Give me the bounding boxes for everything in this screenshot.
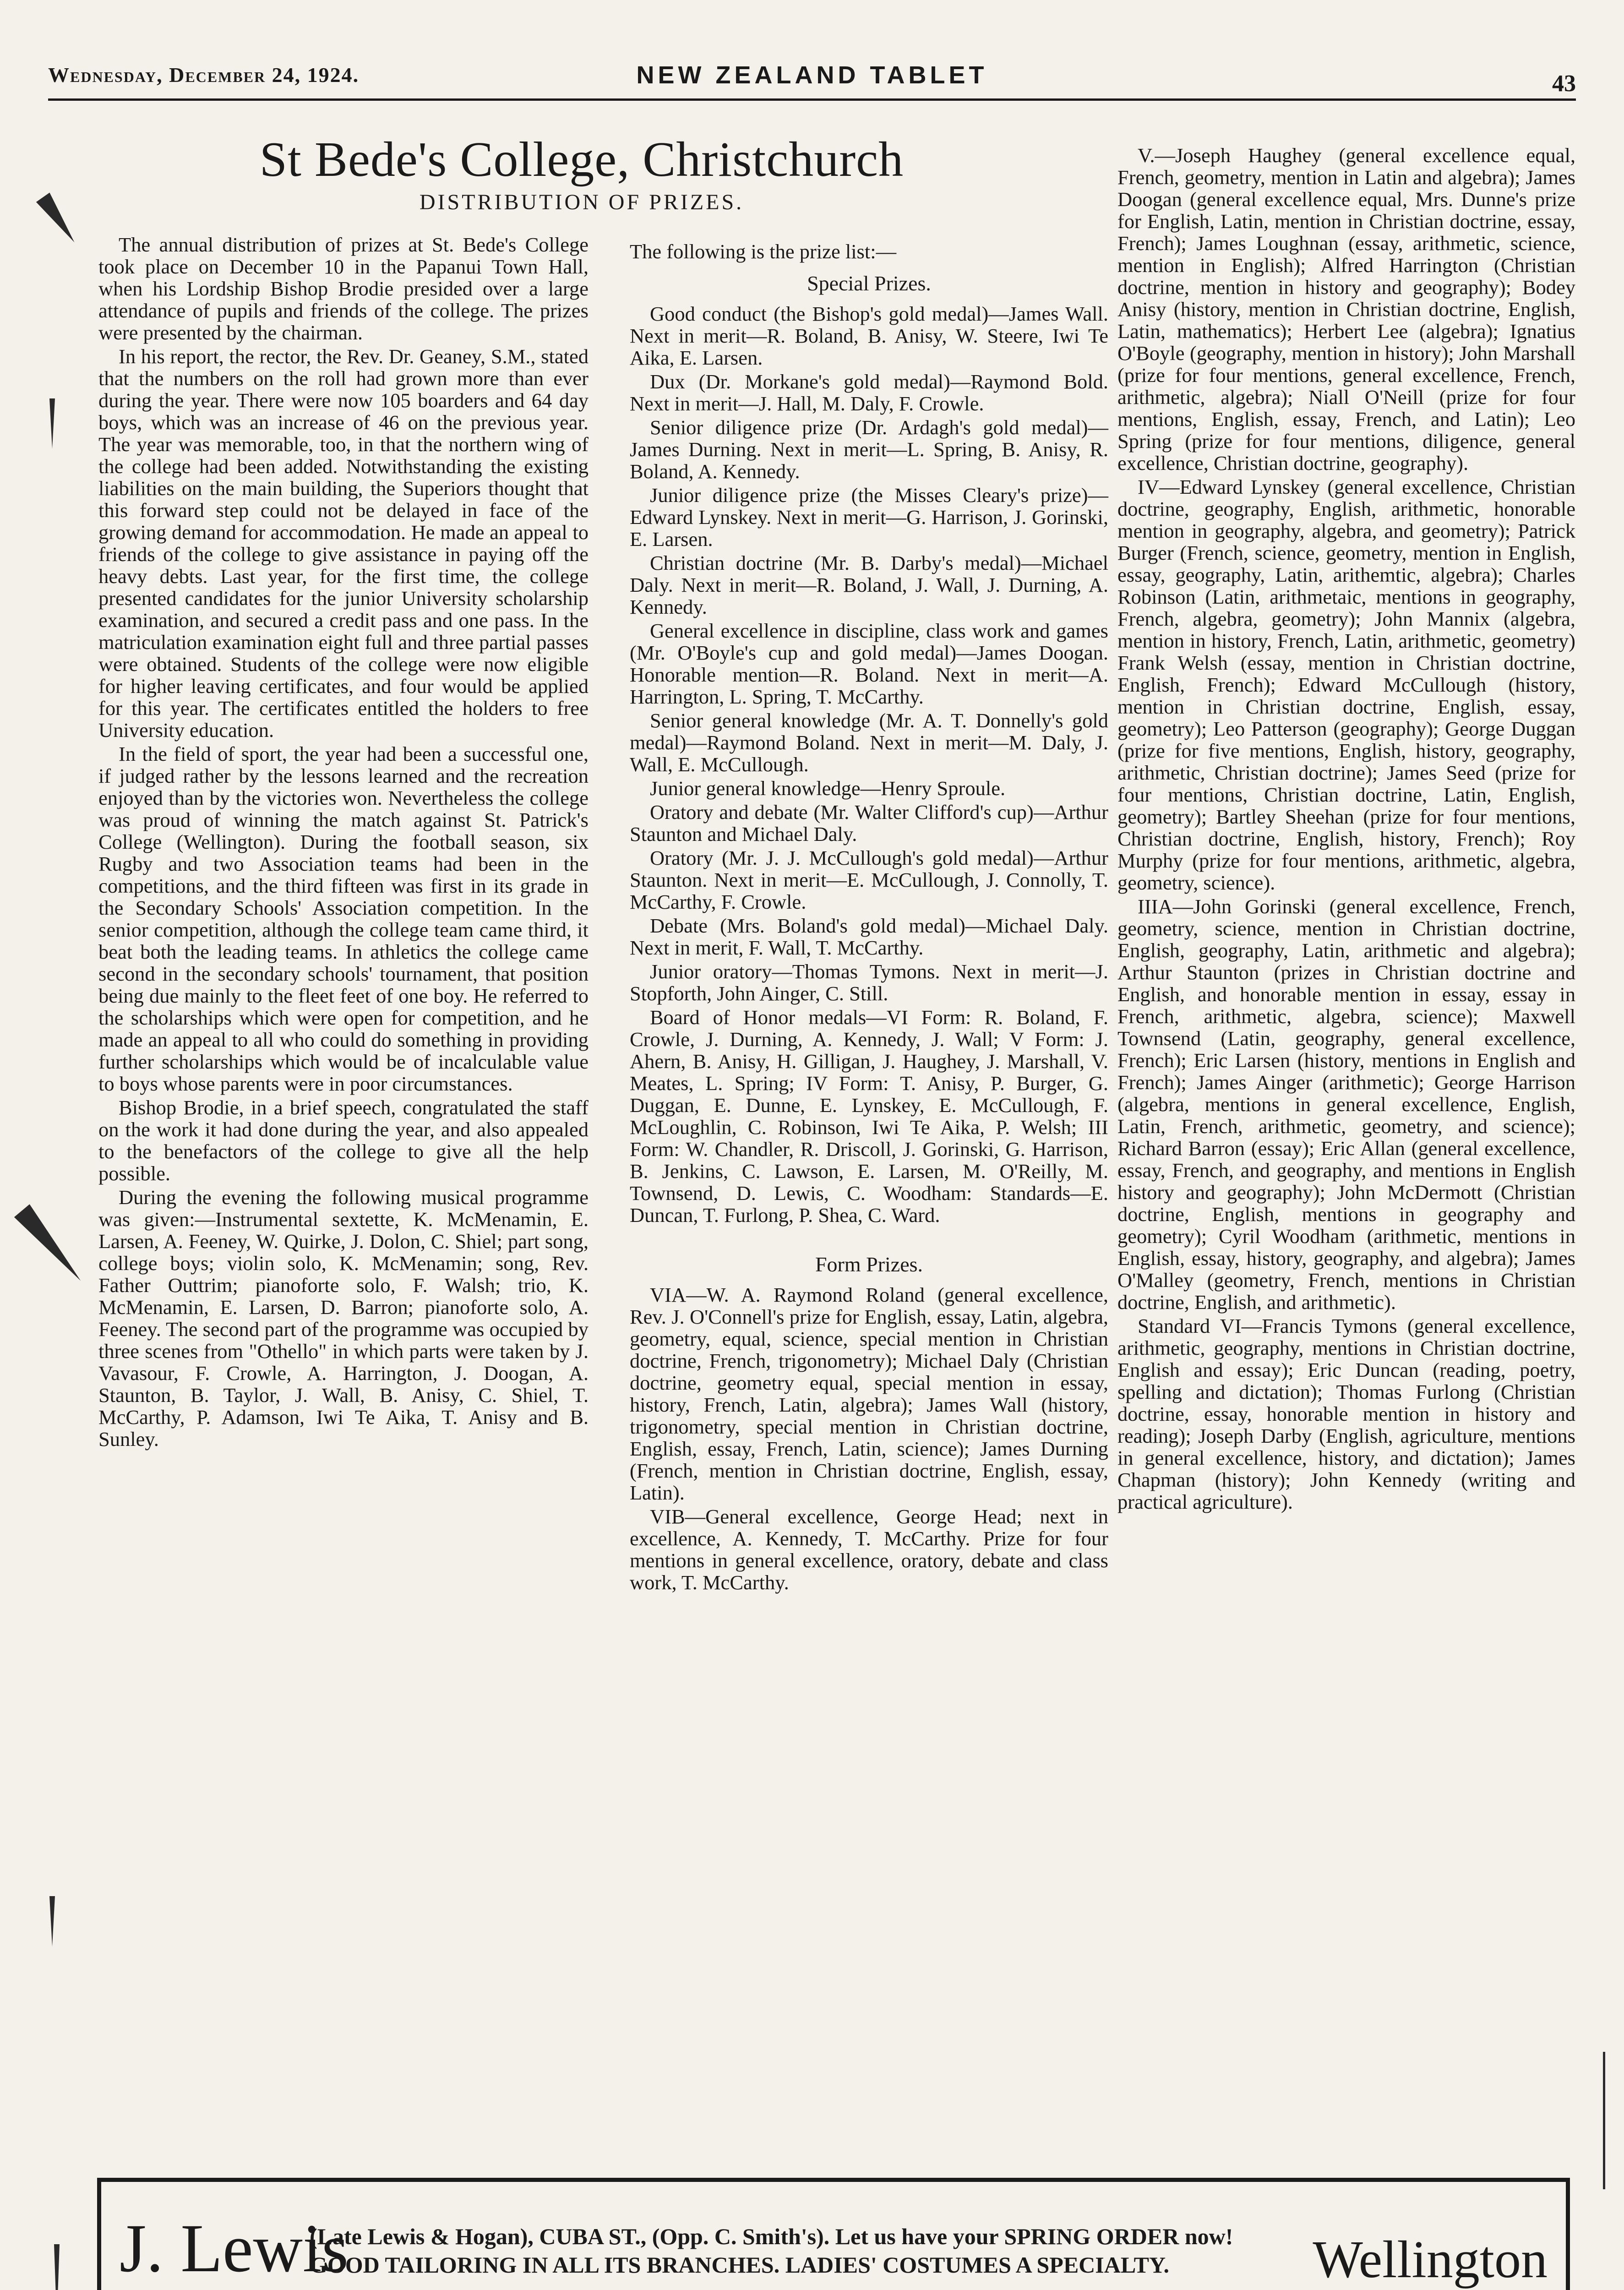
prize-entry: VIB—General excellence, George Head; next in excellence, A. Kennedy, T. McCarthy. Prize for four mentions in general excellence, oratory, debate and class work, T. McCarthy. bbox=[630, 1505, 1108, 1594]
prize-entry: General excellence in discipline, class work and games (Mr. O'Boyle's cup and gold medal)—James Doogan. Honorable mention—R. Boland. Next in merit—A. Harrington, L. Spring, T. McCarthy. bbox=[630, 619, 1108, 708]
prize-entry: Oratory and debate (Mr. Walter Clifford's cup)—Arthur Staunton and Michael Daly. bbox=[630, 801, 1108, 845]
advertisement-box bbox=[97, 2178, 1570, 2290]
paragraph: The annual distribution of prizes at St. Bede's College took place on December 10 in the Papanui Town Hall, when his Lordship Bishop Brodie presided over a large attendance of pupils and friends of the college. The prizes were presented by the chairman. bbox=[98, 233, 589, 344]
paragraph: During the evening the following musical programme was given:—Instrumental sextette, K. McMenamin, E. Larsen, A. Feeney, W. Quirke, J. Dolon, C. Shiel; part song, college boys; violin solo, K. McMenamin; song, Rev. Father Outtrim; pianoforte solo, F. Walsh; trio, K. McMenamin, E. Larsen, D. Barron; pianoforte solo, A. Feeney. The second part of the programme was occupied by three scenes from "Othello" in which parts were taken by J. Vavasour, F. Crowle, A. Harrington, J. Doogan, A. Staunton, B. Taylor, J. Wall, B. Anisy, C. Shiel, T. McCarthy, P. Adamson, Iwi Te Aika, T. Anisy and B. Sunley. bbox=[98, 1186, 589, 1450]
prize-entry: Debate (Mrs. Boland's gold medal)—Michael Daly. Next in merit, F. Wall, T. McCarthy. bbox=[630, 914, 1108, 959]
prize-entry: Junior oratory—Thomas Tymons. Next in merit—J. Stopforth, John Ainger, C. Still. bbox=[630, 960, 1108, 1005]
prize-list-intro: The following is the prize list:— bbox=[630, 240, 897, 263]
scan-mark bbox=[49, 1896, 55, 1946]
prize-entry: Good conduct (the Bishop's gold medal)—James Wall. Next in merit—R. Boland, B. Anisy, W. Steere, Iwi Te Aika, E. Larsen. bbox=[630, 302, 1108, 369]
prize-entry: Standard VI—Francis Tymons (general excellence, arithmetic, geography, mentions in Christian doctrine, English and essay); Eric Duncan (reading, poetry, spelling and dictation); Thomas Furlong (Christian doctrine, essay, honorable mention in history and reading); Joseph Darby (English, agriculture, mentions in general excellence, history, and dictation); James Chapman (history); John Kennedy (writing and practical agriculture). bbox=[1117, 1314, 1575, 1513]
article-header bbox=[87, 133, 1076, 215]
form-prizes-heading: Form Prizes. bbox=[815, 1253, 923, 1276]
advertisement-line-1: (Late Lewis & Hogan), CUBA ST., (Opp. C. Smith's). Let us have your SPRING ORDER now! bbox=[310, 2224, 1233, 2249]
prize-entry: Oratory (Mr. J. J. McCullough's gold medal)—Arthur Staunton. Next in merit—E. McCullough, J. Connolly, T. McCarthy, F. Crowle. bbox=[630, 846, 1108, 913]
scan-mark bbox=[54, 2244, 60, 2290]
page-number: 43 bbox=[1552, 71, 1576, 97]
special-prizes-heading: Special Prizes. bbox=[807, 272, 931, 295]
article-title: St Bede's College, Christchurch bbox=[259, 132, 904, 187]
page-header bbox=[48, 44, 1576, 101]
prize-entry: IIIA—John Gorinski (general excellence, French, geometry, science, mention in Christian doctrine, English, geography, Latin, arithmetic and algebra); Arthur Staunton (prizes in Christian doctrine and English, and honorable mention in essay, essay in French, arithmetic, algebra, science); Maxwell Townsend (Latin, geography, general excellence, French); Eric Larsen (history, mentions in English and French); James Ainger (arithmetic); George Harrison (algebra, mentions in general excellence, English, Latin, French, arithmetic, geometry, and science); Richard Barron (essay); Eric Allan (general excellence, essay, French, and geography, and mentions in English history and geography); John McDermott (Christian doctrine, English, mentions in geography and geometry); Cyril Woodham (arithmetic, mentions in English, essay, history, geography, and algebra); James O'Malley (geometry, French, mentions in Christian doctrine, English, and arithmetic). bbox=[1117, 895, 1575, 1314]
advertiser-city: Wellington bbox=[1313, 2230, 1548, 2289]
prize-entry: Board of Honor medals—VI Form: R. Boland, F. Crowle, J. Durning, A. Kennedy, J. Wall; V Form: J. Ahern, B. Anisy, H. Gilligan, J. Haughey, J. Marshall, V. Meates, L. Spring; IV Form: T. Anisy, P. Burger, G. Duggan, E. Dunne, E. Lynskey, E. McCullough, F. McLoughlin, C. Robinson, Iwi Te Aika, P. Welsh; III Form: W. Chandler, R. Driscoll, J. Gorinski, G. Harrison, B. Jenkins, C. Lawson, E. Larsen, M. O'Reilly, M. Townsend, D. Lewis, C. Woodham: Standards—E. Duncan, T. Furlong, P. Shea, C. Ward. bbox=[630, 1006, 1108, 1227]
prize-entry: Christian doctrine (Mr. B. Darby's medal)—Michael Daly. Next in merit—R. Boland, J. Wall, J. Durning, A. Kennedy. bbox=[630, 551, 1108, 618]
scan-mark bbox=[36, 193, 81, 247]
issue-date: Wednesday, December 24, 1924. bbox=[48, 63, 360, 87]
paragraph: In his report, the rector, the Rev. Dr. Geaney, S.M., stated that the numbers on the roll had grown more than ever during the year. There were now 105 boarders and 64 day boys, which was an increase of 46 on the previous year. The year was memorable, too, in that the northern wing of the college had been added. Notwithstanding the existing liabilities on the main building, the Superiors thought that this forward step could not be delayed in face of the growing demand for accommodation. He made an appeal to friends of the college to give assistance in paying off the heavy debts. Last year, for the first time, the college presented candidates for the junior University scholarship examination, and secured a credit pass and one pass. In the matriculation examination eight full and three partial passes were obtained. Students of the college were now eligible for higher leaving certificates, and four would be applied for this year. The certificates entitled the holders to free University education. bbox=[98, 345, 589, 742]
prize-entry: Senior general knowledge (Mr. A. T. Donnelly's gold medal)—Raymond Boland. Next in merit—M. Daly, J. Wall, E. McCullough. bbox=[630, 709, 1108, 776]
column-2 bbox=[630, 240, 1108, 1595]
margin-rule bbox=[1603, 2052, 1605, 2189]
column-3 bbox=[1117, 144, 1575, 1515]
prize-entry: Senior diligence prize (Dr. Ardagh's gold medal)—James Durning. Next in merit—L. Spring, B. Anisy, R. Boland, A. Kennedy. bbox=[630, 416, 1108, 483]
prize-entry: IV—Edward Lynskey (general excellence, Christian doctrine, geography, English, arithmetic, honorable mention in geography, algebra, and geometry); Patrick Burger (French, science, geometry, mention in English, essay, geography, Latin, arithemtic, algebra); Charles Robinson (Latin, arithmetaic, mentions in geography, French, algebra, geometry); John Mannix (algebra, mention in history, French, Latin, arithmetic, geometry) Frank Welsh (essay, mention in Christian doctrine, English, French); Edward McCullough (history, mention in Christian doctrine, English, essay, geometry); Leo Patterson (geography); George Duggan (prize for five mentions, English, history, geography, arithmetic, Christian doctrine); James Seed (prize for four mentions, Christian doctrine, Latin, English, geometry); Bartley Sheehan (prize for four mentions, Christian doctrine, English, history, French); Roy Murphy (prize for four mentions, arithmetic, algebra, geometry, science). bbox=[1117, 475, 1575, 894]
paragraph: In the field of sport, the year had been a successful one, if judged rather by the lessons learned and the recreation enjoyed than by the victories won. Nevertheless the college was proud of winning the match against St. Patrick's College (Wellington). During the football season, six Rugby and two Association teams had been in the competitions, and the third fifteen was first in its grade in the Secondary Schools' Association competition. In the senior competition, although the college team came third, it beat both the leading teams. In athletics the college came second in the secondary schools' tournament, that position being due mainly to the fleet feet of one boy. He referred to the scholarships which were open for competition, and he made an appeal to all who could do something in providing further scholarships which would be of incalculable value to boys whose parents were in poor circumstances. bbox=[98, 742, 589, 1095]
prize-entry: Junior general knowledge—Henry Sproule. bbox=[650, 777, 1006, 800]
advertisement-line-2: GOOD TAILORING IN ALL ITS BRANCHES. LADIES' COSTUMES A SPECIALTY. bbox=[310, 2252, 1169, 2278]
scan-mark bbox=[14, 1204, 88, 1287]
prize-entry: Junior diligence prize (the Misses Cleary's prize)—Edward Lynskey. Next in merit—G. Harrison, J. Gorinski, E. Larsen. bbox=[630, 484, 1108, 551]
paragraph: Bishop Brodie, in a brief speech, congratulated the staff on the work it had done during the year, and also appealed to the benefactors of the college to give all the help possible. bbox=[98, 1096, 589, 1185]
article-subtitle: DISTRIBUTION OF PRIZES. bbox=[419, 190, 744, 214]
advertisement-text bbox=[310, 2222, 1441, 2279]
scan-mark bbox=[49, 398, 55, 449]
prize-entry: Dux (Dr. Morkane's gold medal)—Raymond Bold. Next in merit—J. Hall, M. Daly, F. Crowle. bbox=[630, 370, 1108, 415]
column-1 bbox=[98, 234, 589, 1452]
advertiser-name: J. Lewis bbox=[120, 2210, 349, 2286]
prize-entry: VIA—W. A. Raymond Roland (general excellence, Rev. J. O'Connell's prize for English, essay, Latin, algebra, geometry, equal, science, special mention in Christian doctrine, French, trigonometry); Michael Daly (Christian doctrine, geometry equal, special mention in essay, history, French, Latin, algebra); James Wall (history, trigonometry, special mention in Christian doctrine, English, essay, French, Latin, science); James Durning (French, mention in Christian doctrine, English, essay, Latin). bbox=[630, 1283, 1108, 1504]
prize-entry: V.—Joseph Haughey (general excellence equal, French, geometry, mention in Latin and algebra); James Doogan (general excellence equal, Mrs. Dunne's prize for English, Latin, mention in Christian doctrine, essay, French); James Loughnan (essay, arithmetic, science, mention in English); Alfred Harrington (Christian doctrine, mention in history and geography); Bodey Anisy (history, mention in Christian doctrine, English, Latin, mathematics); Herbert Lee (algebra); Ignatius O'Boyle (geography, mention in history); John Marshall (prize for four mentions, general excellence, French, arithmetic, algebra); Niall O'Neill (prize for four mentions, English, essay, French, and Latin); Leo Spring (prize for four mentions, diligence, general excellence, Christian doctrine, geography). bbox=[1117, 144, 1575, 474]
masthead-title: NEW ZEALAND TABLET bbox=[636, 61, 988, 89]
